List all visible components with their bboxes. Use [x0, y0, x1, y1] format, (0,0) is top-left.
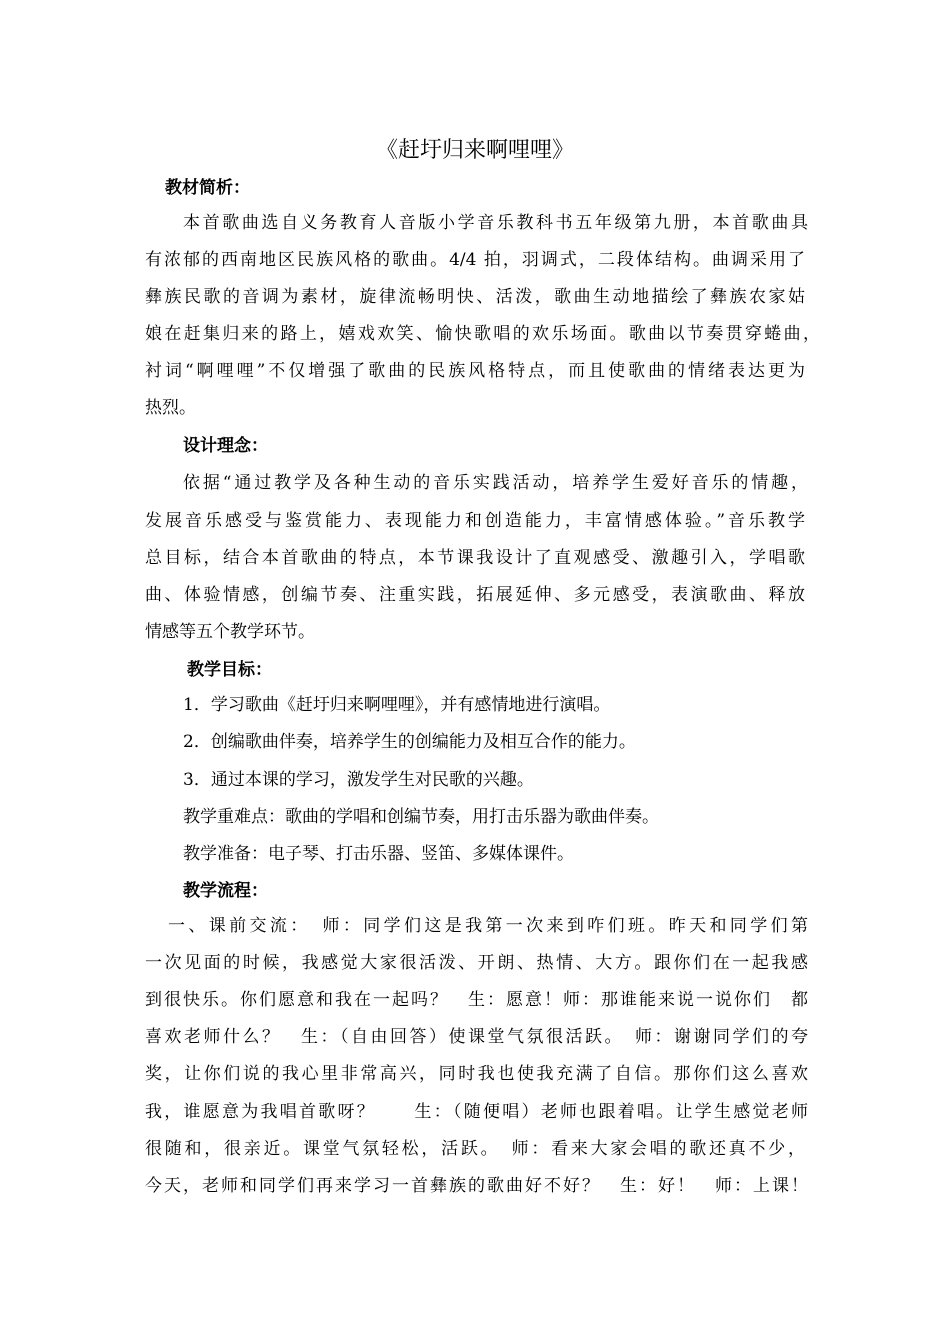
goals-heading: 教学目标：	[187, 660, 272, 680]
process-line: 一、课前交流： 师：同学们这是我第一次来到咋们班。昨天和同学们第	[168, 916, 808, 936]
process-line: 喜欢老师什么？ 生：（自由回答）使课堂气氛很活跃。 师：谢谢同学们的夸	[145, 1027, 808, 1047]
design-line: 情感等五个教学环节。	[145, 622, 315, 642]
goal-item: 3．通过本课的学习，激发学生对民歌的兴趣。	[183, 770, 534, 790]
preparation: 教学准备：电子琴、打击乐器、竖笛、多媒体课件。	[183, 844, 574, 864]
analysis-heading: 教材简析：	[165, 178, 250, 198]
analysis-line: 衬词“啊哩哩”不仅增强了歌曲的民族风格特点，而且使歌曲的情绪表达更为	[145, 361, 805, 381]
design-line: 依据“通过教学及各种生动的音乐实践活动，培养学生爱好音乐的情趣，	[183, 473, 808, 493]
process-line: 很随和，很亲近。课堂气氛轻松，活跃。 师：看来大家会唱的歌还真不少，	[145, 1139, 805, 1159]
key-points: 教学重难点：歌曲的学唱和创编节奏，用打击乐器为歌曲伴奏。	[183, 807, 659, 827]
analysis-line: 热烈。	[145, 398, 196, 418]
analysis-line: 本首歌曲选自义务教育人音版小学音乐教科书五年级第九册，本首歌曲具	[183, 213, 808, 233]
process-line: 到很快乐。你们愿意和我在一起吗？ 生：愿意！师：那谁能来说一说你们 都	[145, 990, 808, 1010]
design-heading: 设计理念：	[183, 436, 268, 456]
goal-item: 2．创编歌曲伴奏，培养学生的创编能力及相互合作的能力。	[183, 732, 636, 752]
process-heading: 教学流程：	[183, 881, 268, 901]
analysis-line: 娘在赶集归来的路上，嬉戏欢笑、愉快歌唱的欢乐场面。歌曲以节奏贯穿蜷曲，	[145, 324, 820, 344]
analysis-line: 有浓郁的西南地区民族风格的歌曲。4/4 拍，羽调式，二段体结构。曲调采用了	[145, 250, 805, 270]
analysis-line: 彝族民歌的音调为素材，旋律流畅明快、活泼，歌曲生动地描绘了彝族农家姑	[145, 287, 805, 307]
design-line: 曲、体验情感，创编节奏、注重实践，拓展延伸、多元感受，表演歌曲、释放	[145, 585, 805, 605]
document-title: 《赶圩归来啊哩哩》	[375, 138, 574, 163]
process-line: 今天，老师和同学们再来学习一首彝族的歌曲好不好？ 生：好！ 师：上课！	[145, 1176, 808, 1196]
process-line: 一次见面的时候，我感觉大家很活泼、开朗、热情、大方。跟你们在一起我感	[145, 953, 808, 973]
design-line: 发展音乐感受与鉴赏能力、表现能力和创造能力，丰富情感体验。”音乐教学	[145, 511, 805, 531]
goal-item: 1．学习歌曲《赶圩归来啊哩哩》，并有感情地进行演唱。	[183, 695, 611, 715]
process-line: 我，谁愿意为我唱首歌呀？ 生：（随便唱）老师也跟着唱。让学生感觉老师	[145, 1102, 808, 1122]
design-line: 总目标，结合本首歌曲的特点，本节课我设计了直观感受、激趣引入，学唱歌	[145, 548, 805, 568]
process-line: 奖，让你们说的我心里非常高兴，同时我也使我充满了自信。那你们这么喜欢	[145, 1064, 808, 1084]
